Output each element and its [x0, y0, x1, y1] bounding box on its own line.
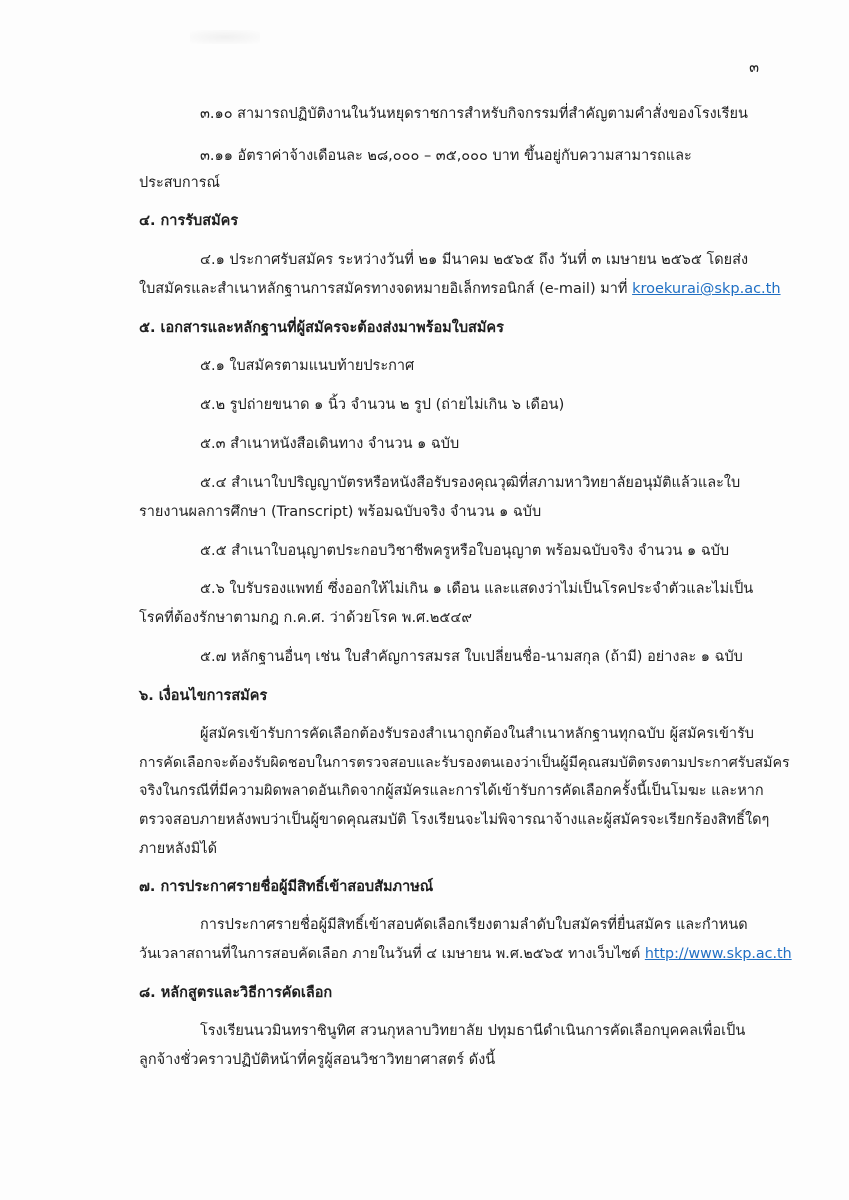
section-7-heading: ๗. การประกาศรายชื่อผู้มีสิทธิ์เข้าสอบสัมภาษณ์ [139, 879, 434, 895]
clause-4-1-cont-text: ใบสมัครและสำเนาหลักฐานการสมัครทางจดหมายอิเล็กทรอนิกส์ (e-mail) มาที่ [139, 281, 628, 297]
section-4-heading: ๔. การรับสมัคร [139, 213, 239, 229]
section-5-heading: ๕. เอกสารและหลักฐานที่ผู้สมัครจะต้องส่งมาพร้อมใบสมัคร [139, 320, 504, 336]
section-8-para-line-2: ลูกจ้างชั่วคราวปฏิบัติหน้าที่ครูผู้สอนวิชาวิทยาศาสตร์ ดังนี้ [139, 1052, 496, 1068]
clause-5-4: ๕.๔ สำเนาใบปริญญาบัตรหรือหนังสือรับรองคุณวุฒิที่สภามหาวิทยาลัยอนุมัติแล้วและใบ [200, 475, 741, 491]
page-number: ๓ [749, 60, 759, 76]
clause-5-6: ๕.๖ ใบรับรองแพทย์ ซึ่งออกให้ไม่เกิน ๑ เดือน และแสดงว่าไม่เป็นโรคประจำตัวและไม่เป็น [200, 581, 754, 597]
clause-5-2: ๕.๒ รูปถ่ายขนาด ๑ นิ้ว จำนวน ๒ รูป (ถ่ายไม่เกิน ๖ เดือน) [200, 397, 565, 413]
section-8-heading: ๘. หลักสูตรและวิธีการคัดเลือก [139, 985, 333, 1001]
clause-4-1: ๔.๑ ประกาศรับสมัคร ระหว่างวันที่ ๒๑ มีนาคม ๒๕๖๕ ถึง วันที่ ๓ เมษายน ๒๕๖๕ โดยส่ง [200, 252, 749, 268]
clause-5-7: ๕.๗ หลักฐานอื่นๆ เช่น ใบสำคัญการสมรส ใบเปลี่ยนชื่อ-นามสกุล (ถ้ามี) อย่างละ ๑ ฉบับ [200, 649, 743, 665]
scan-smudge [190, 30, 260, 44]
clause-3-11-cont: ประสบการณ์ [139, 175, 220, 191]
section-7-para-line-1: การประกาศรายชื่อผู้มีสิทธิ์เข้าสอบคัดเลือกเรียงตามลำดับใบสมัครที่ยื่นสมัคร และกำหนด [200, 917, 748, 933]
clause-4-1-cont [139, 279, 781, 299]
section-6-heading: ๖. เงื่อนไขการสมัคร [139, 688, 268, 704]
clause-5-1: ๕.๑ ใบสมัครตามแนบท้ายประกาศ [200, 358, 415, 374]
section-7-para-line-2-text: วันเวลาสถานที่ในการสอบคัดเลือก ภายในวันที่ ๔ เมษายน พ.ศ.๒๕๖๕ ทางเว็บไซต์ [139, 946, 641, 962]
section-7-para-line-2 [139, 944, 792, 964]
clause-5-5: ๕.๕ สำเนาใบอนุญาตประกอบวิชาชีพครูหรือใบอนุญาต พร้อมฉบับจริง จำนวน ๑ ฉบับ [200, 543, 730, 559]
section-6-para-line-3: จริงในกรณีที่มีความผิดพลาดอันเกิดจากผู้สมัครและการได้เข้ารับการคัดเลือกครั้งนี้เป็นโมฆะ และหาก [139, 783, 764, 799]
section-6-para-line-5: ภายหลังมิได้ [139, 841, 217, 857]
clause-5-6-cont: โรคที่ต้องรักษาตามกฎ ก.ค.ศ. ว่าด้วยโรค พ.ศ.๒๕๔๙ [139, 610, 472, 626]
website-link[interactable]: http://www.skp.ac.th [644, 946, 792, 962]
email-link[interactable]: kroekurai@skp.ac.th [632, 281, 781, 297]
clause-3-11: ๓.๑๑ อัตราค่าจ้างเดือนละ ๒๘,๐๐๐ – ๓๕,๐๐๐ บาท ขึ้นอยู่กับความสามารถและ [200, 148, 692, 164]
clause-5-3: ๕.๓ สำเนาหนังสือเดินทาง จำนวน ๑ ฉบับ [200, 436, 460, 452]
section-6-para-line-2: การคัดเลือกจะต้องรับผิดชอบในการตรวจสอบและรับรองตนเองว่าเป็นผู้มีคุณสมบัติตรงตามประกาศรับสมัคร [139, 755, 790, 771]
clause-5-4-cont: รายงานผลการศึกษา (Transcript) พร้อมฉบับจริง จำนวน ๑ ฉบับ [139, 504, 542, 520]
clause-3-10: ๓.๑๐ สามารถปฏิบัติงานในวันหยุดราชการสำหรับกิจกรรมที่สำคัญตามคำสั่งของโรงเรียน [200, 106, 748, 122]
section-8-para-line-1: โรงเรียนนวมินทราชินูทิศ สวนกุหลาบวิทยาลัย ปทุมธานีดำเนินการคัดเลือกบุคคลเพื่อเป็น [200, 1023, 746, 1039]
section-6-para-line-4: ตรวจสอบภายหลังพบว่าเป็นผู้ขาดคุณสมบัติ โรงเรียนจะไม่พิจารณาจ้างและผู้สมัครจะเรียกร้องสิทธิ์ใดๆ [139, 812, 770, 828]
section-6-para-line-1: ผู้สมัครเข้ารับการคัดเลือกต้องรับรองสำเนาถูกต้องในสำเนาหลักฐานทุกฉบับ ผู้สมัครเข้ารับ [200, 726, 754, 742]
